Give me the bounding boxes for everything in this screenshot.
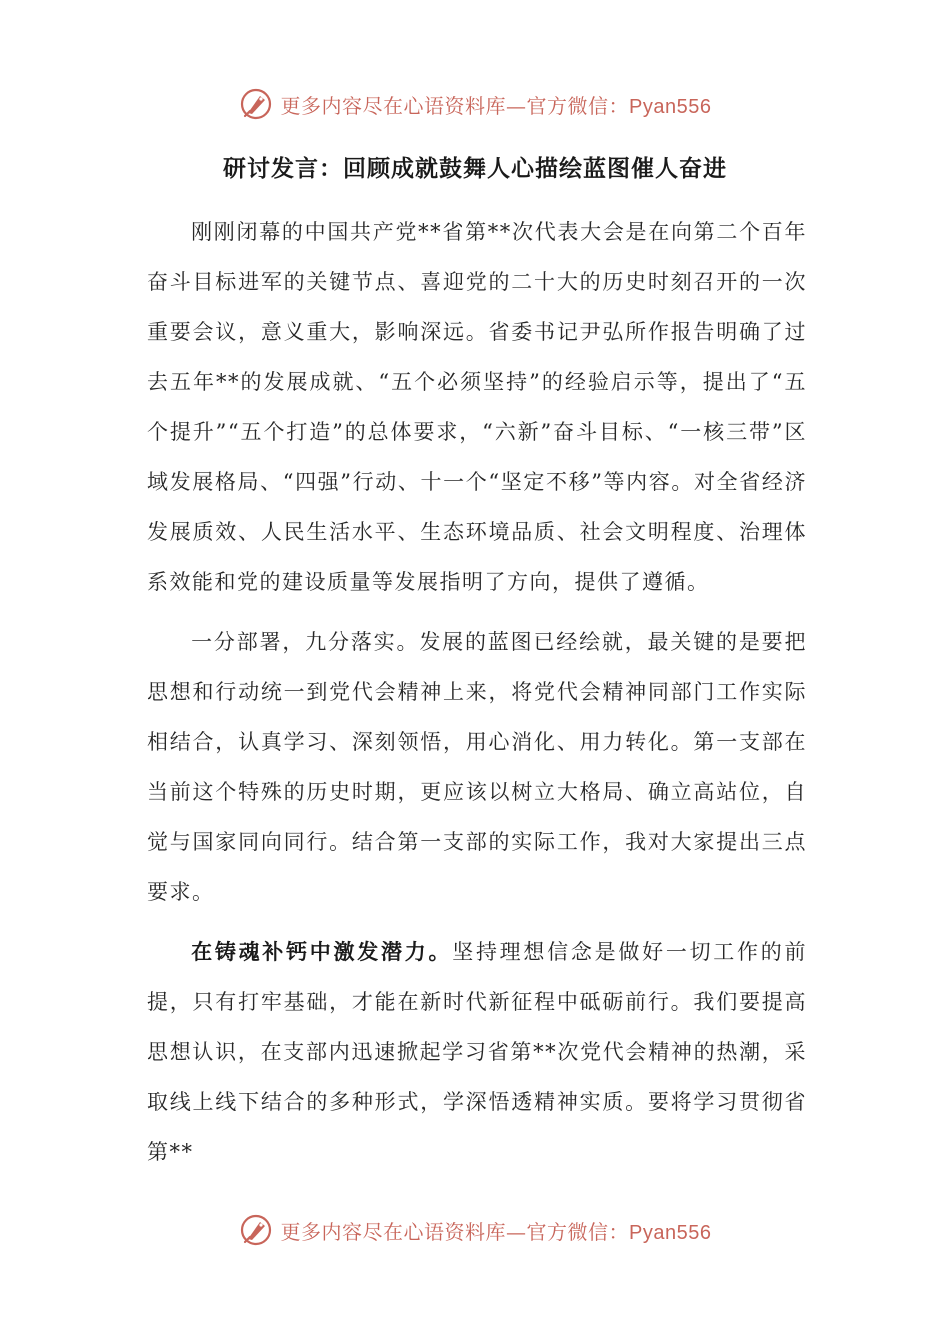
banner-text <box>281 1216 712 1245</box>
paragraph-text: 刚刚闭幕的中国共产党**省第**次代表大会是在向第二个百年奋斗目标进军的关键节点、喜迎党的二十大的历史时刻召开的一次重要会议，意义重大，影响深远。省委书记尹弘所作报告明确了过去五年**的发展成就、“五个必须坚持”的经验启示等，提出了“五个提升”“五个打造”的总体要求，“六新”奋斗目标、“一核三带”区域发展格局、“四强”行动、十一个“坚定不移”等内容。对全省经济发展质效、人民生活水平、生态环境品质、社会文明程度、治理体系效能和党的建设质量等发展指明了方向，提供了遵循。 <box>147 220 807 594</box>
banner-wechat-id: Pyan556 <box>629 1221 712 1244</box>
pen-nib-circle-icon <box>239 87 273 121</box>
paragraph-lead-heading: 在铸魂补钙中激发潜力。 <box>191 939 453 964</box>
page-title: 研讨发言：回顾成就鼓舞人心描绘蓝图催人奋进 <box>223 155 727 182</box>
paragraph-2 <box>147 617 807 917</box>
banner-wechat-id: Pyan556 <box>629 95 712 118</box>
header-banner[interactable] <box>0 84 950 124</box>
paragraph-3 <box>147 927 807 1177</box>
banner-text-cn: 更多内容尽在心语资料库—官方微信： <box>280 1219 630 1244</box>
document-body <box>147 207 807 1177</box>
paragraph-1 <box>147 207 807 607</box>
banner-text <box>281 90 712 119</box>
pen-nib-circle-icon <box>239 1213 273 1247</box>
banner-text-cn: 更多内容尽在心语资料库—官方微信： <box>280 93 630 118</box>
paragraph-text: 坚持理想信念是做好一切工作的前提，只有打牢基础，才能在新时代新征程中砥砺前行。我们要提高思想认识，在支部内迅速掀起学习省第**次党代会精神的热潮，采取线上线下结合的多种形式，学深悟透精神实质。要将学习贯彻省第** <box>147 940 808 1164</box>
footer-banner[interactable] <box>0 1210 950 1250</box>
paragraph-text: 一分部署，九分落实。发展的蓝图已经绘就，最关键的是要把思想和行动统一到党代会精神上来，将党代会精神同部门工作实际相结合，认真学习、深刻领悟，用心消化、用力转化。第一支部在当前这个特殊的历史时期，更应该以树立大格局、确立高站位，自觉与国家同向同行。结合第一支部的实际工作，我对大家提出三点要求。 <box>147 630 807 904</box>
